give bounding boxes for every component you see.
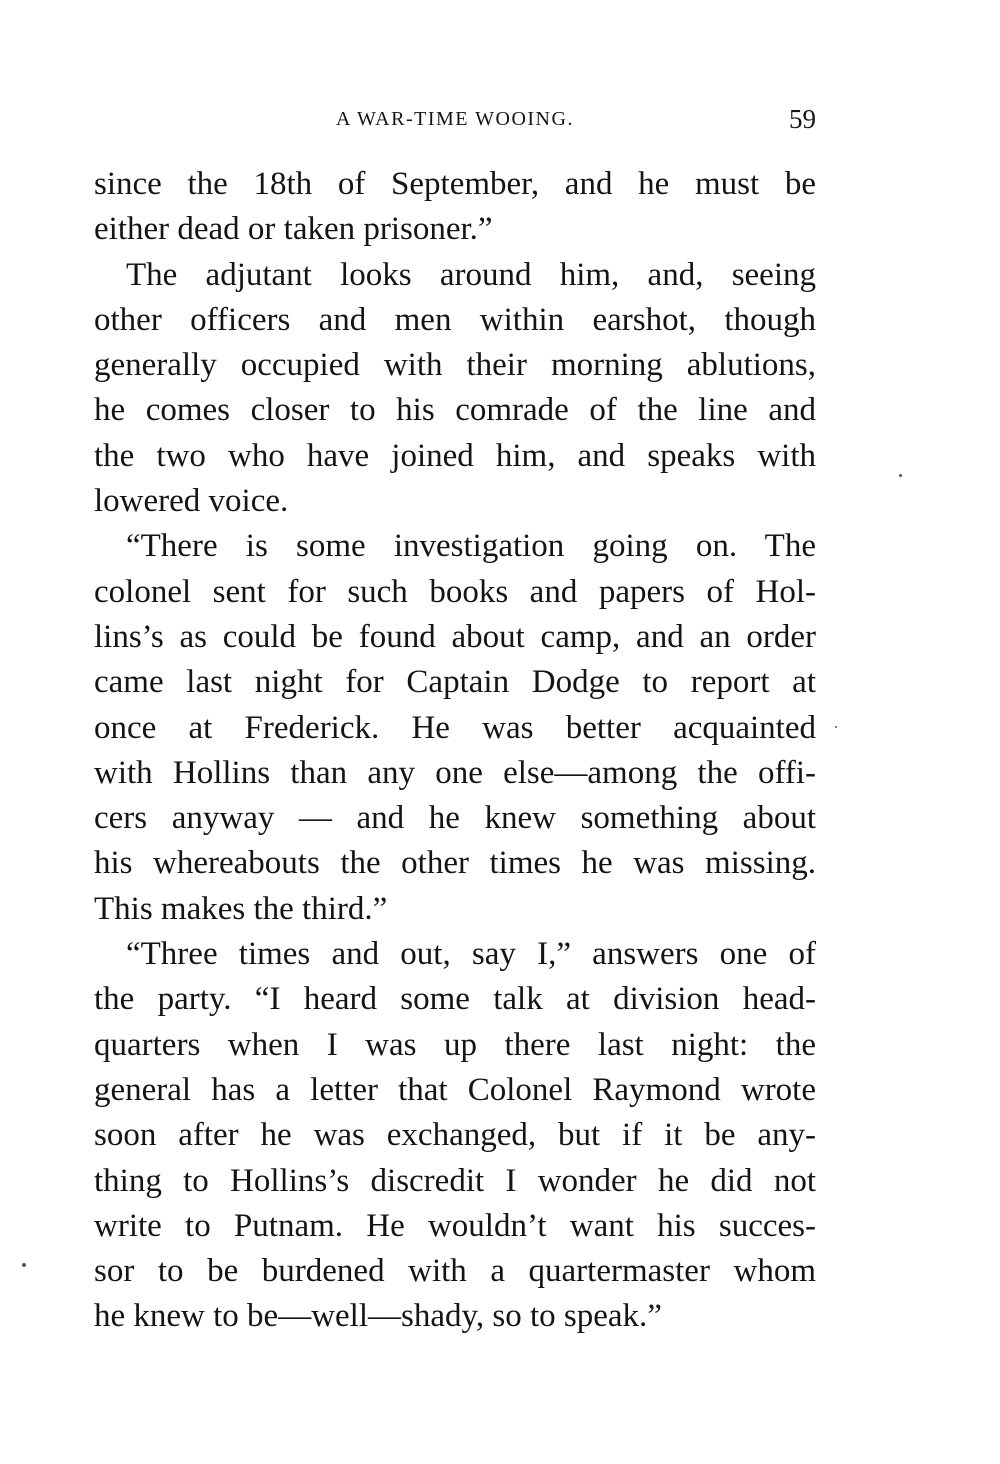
- page-number: 59: [789, 104, 816, 134]
- text-line: his whereabouts the other times he was missing.: [94, 845, 816, 882]
- text-line: lins’s as could be found about camp, and an order: [94, 618, 816, 655]
- text-line: generally occupied with their morning ablutions,: [94, 347, 816, 384]
- text-line: “Three times and out, say I,” answers one of: [126, 936, 816, 973]
- text-line: with Hollins than any one else—among the offi-: [94, 754, 816, 791]
- text-line: the two who have joined him, and speaks with: [94, 437, 816, 474]
- text-line: once at Frederick. He was better acquainted: [94, 709, 816, 746]
- text-line: general has a letter that Colonel Raymond wrote: [94, 1071, 816, 1108]
- text-line: came last night for Captain Dodge to report at: [94, 664, 816, 701]
- text-line: the party. “I heard some talk at division head-: [94, 981, 816, 1018]
- text-line: he comes closer to his comrade of the line and: [94, 392, 816, 429]
- text-line: quarters when I was up there last night: the: [94, 1026, 816, 1063]
- text-line: sor to be burdened with a quartermaster whom: [94, 1253, 816, 1290]
- text-line: This makes the third.”: [94, 890, 388, 927]
- text-line: cers anyway — and he knew something about: [94, 800, 816, 837]
- scan-speck: [835, 726, 837, 728]
- text-line: either dead or taken prisoner.”: [94, 211, 493, 248]
- text-line: lowered voice.: [94, 483, 289, 520]
- running-head: [94, 104, 816, 138]
- text-line: colonel sent for such books and papers of Hol-: [94, 573, 816, 610]
- text-line: The adjutant looks around him, and, seeing: [126, 256, 816, 293]
- text-line: soon after he was exchanged, but if it be any-: [94, 1117, 816, 1154]
- text-line: since the 18th of September, and he must be: [94, 166, 816, 202]
- scan-speck: [899, 474, 902, 477]
- running-title: A WAR-TIME WOOING.: [336, 108, 574, 130]
- text-line: other officers and men within earshot, though: [94, 301, 816, 338]
- text-line: thing to Hollins’s discredit I wonder he did not: [94, 1162, 816, 1199]
- text-line: write to Putnam. He wouldn’t want his succes-: [94, 1207, 816, 1244]
- scan-speck: [22, 1263, 26, 1267]
- body-text: [94, 162, 816, 1340]
- text-line: he knew to be—well—shady, so to speak.”: [94, 1298, 662, 1335]
- text-line: “There is some investigation going on. The: [126, 528, 816, 565]
